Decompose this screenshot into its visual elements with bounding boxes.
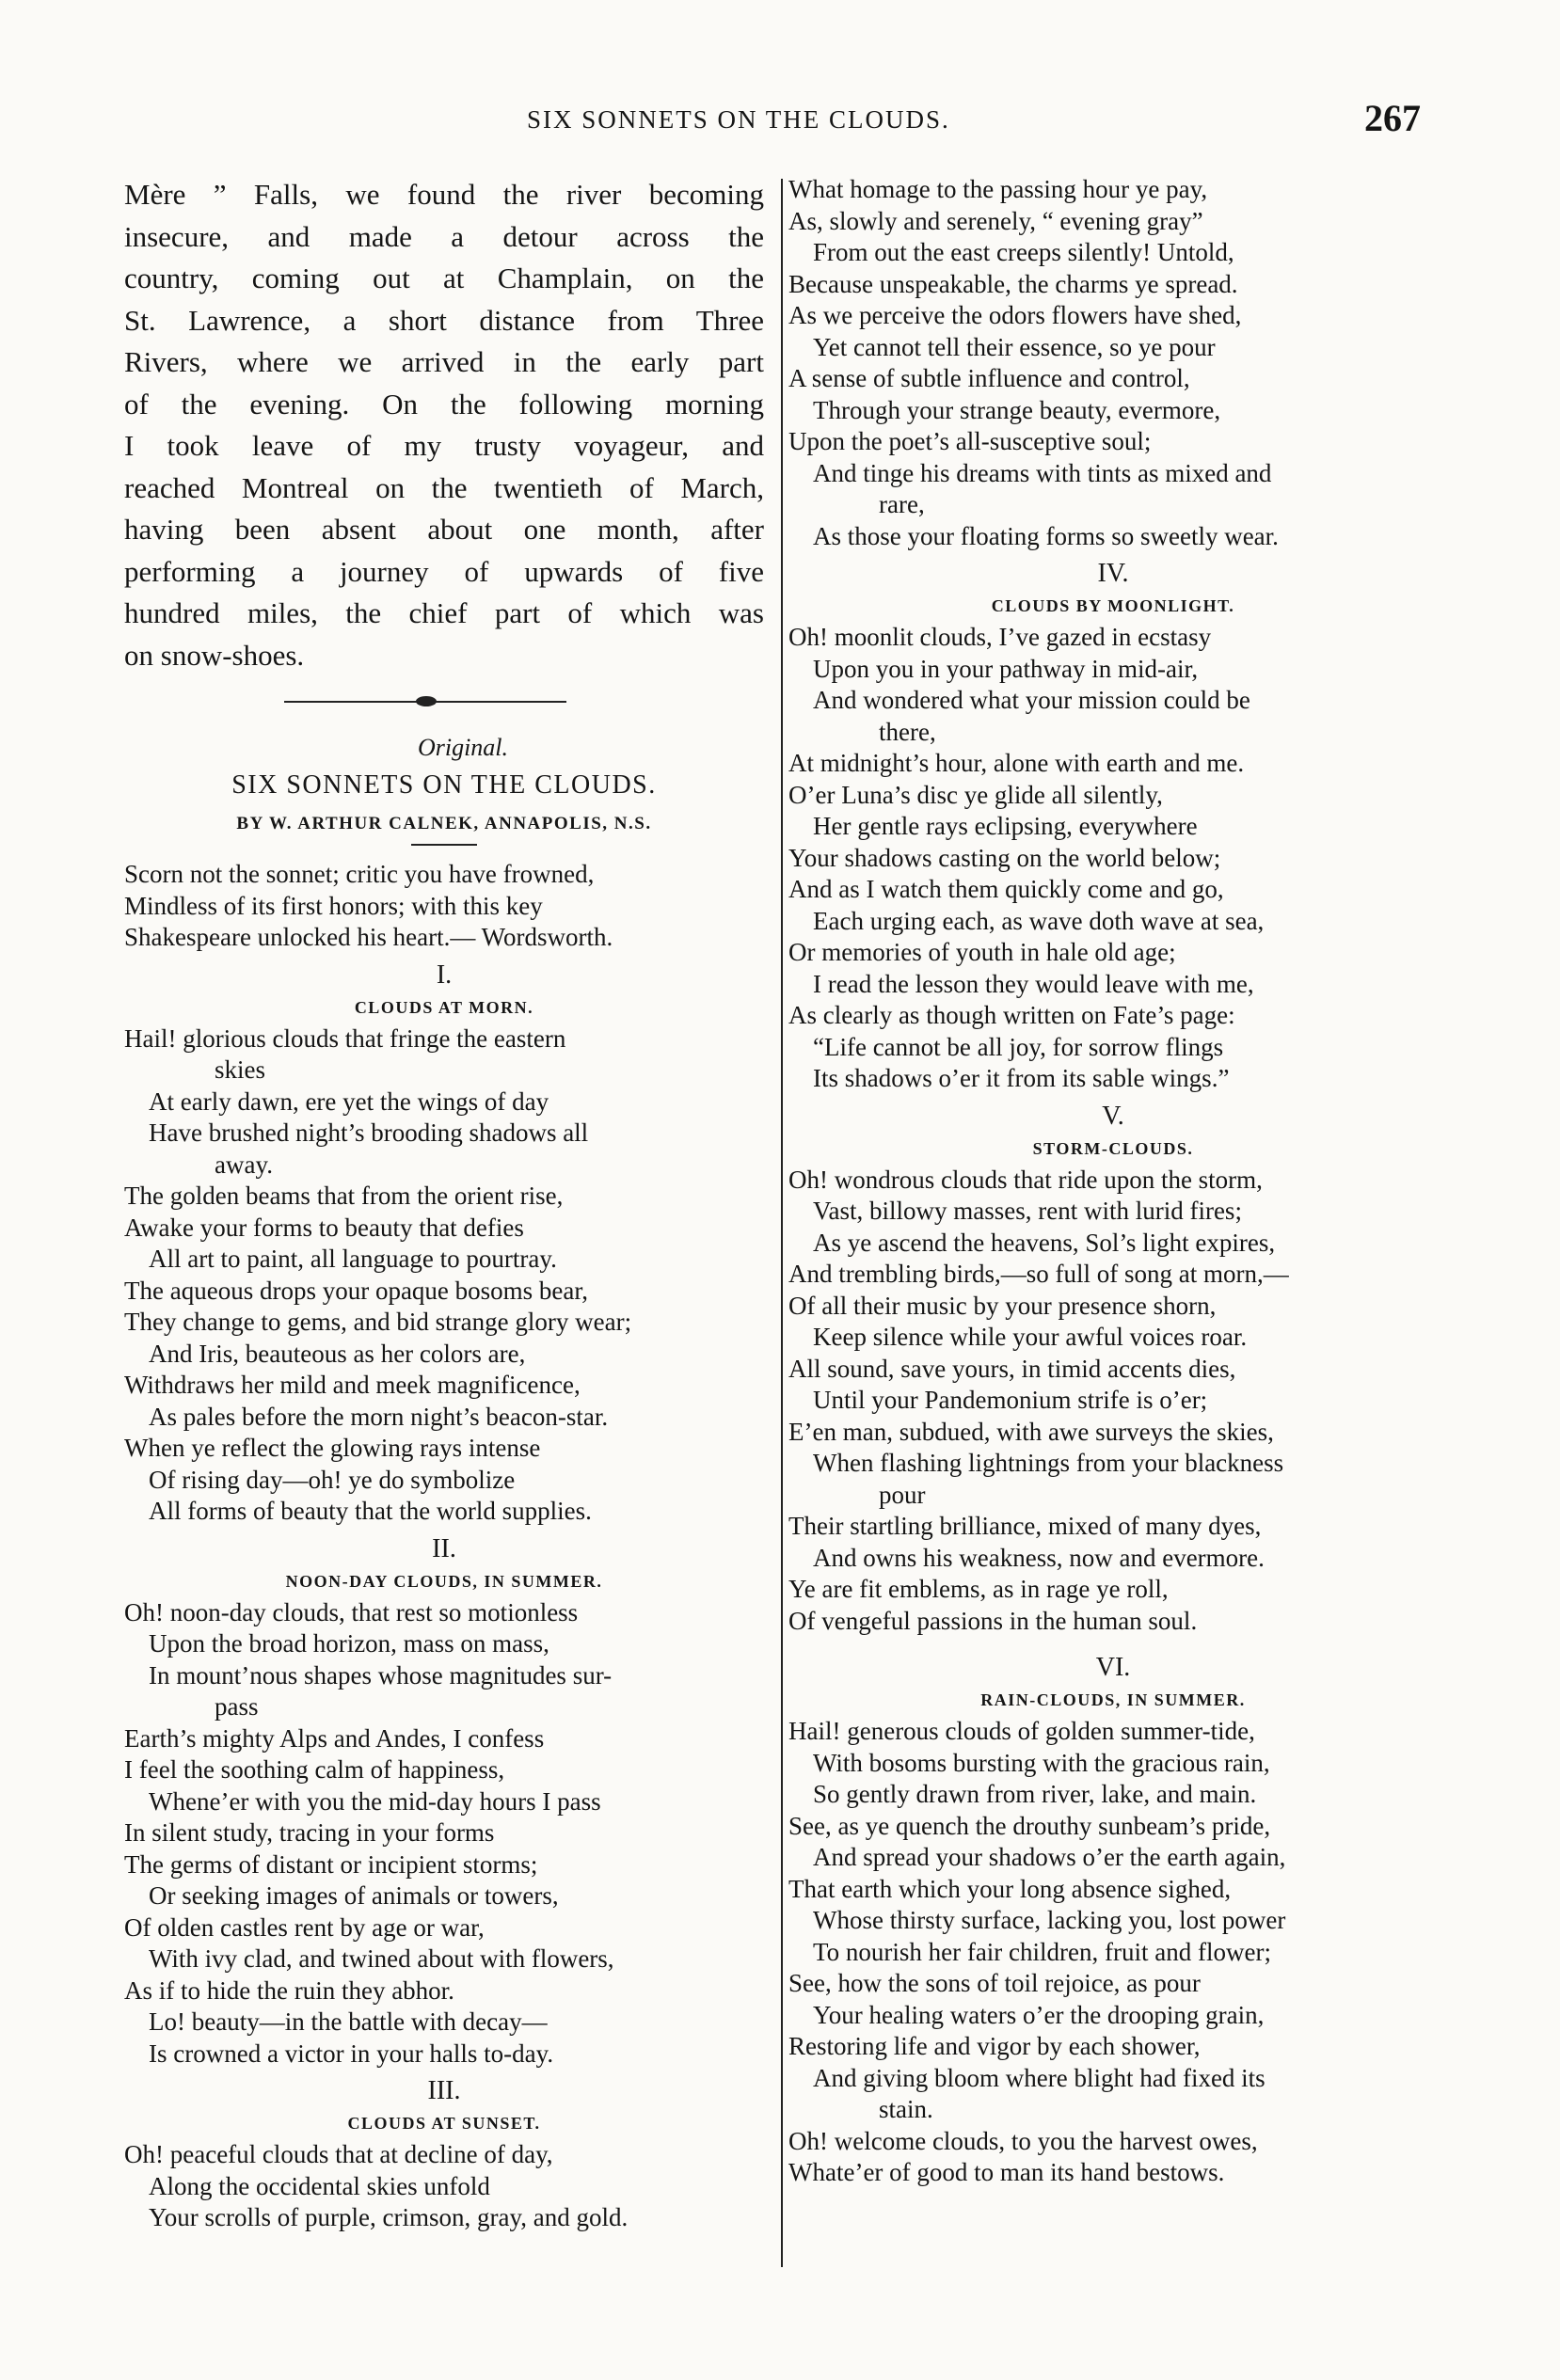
epigraph-line: Scorn not the sonnet; critic you have frowned, — [124, 860, 595, 888]
column-rule — [781, 179, 783, 2267]
sonnet-subtitle: STORM-CLOUDS. — [1032, 1138, 1194, 1158]
poem-line: As pales before the morn night’s beacon-star. — [149, 1402, 609, 1431]
poem-line: Of vengeful passions in the human soul. — [788, 1606, 1198, 1635]
prose-line: Mère ” Falls, we found the river becoming — [124, 178, 764, 211]
poem-line: Your shadows casting on the world below; — [788, 843, 1221, 872]
poem-line: Withdraws her mild and meek magnificence, — [124, 1371, 581, 1399]
poem-line: And Iris, beauteous as her colors are, — [149, 1339, 526, 1368]
poem-line: Lo! beauty—in the battle with decay— — [149, 2007, 548, 2036]
sonnet-subtitle: CLOUDS BY MOONLIGHT. — [991, 596, 1235, 615]
original-label: Original. — [417, 734, 509, 761]
poem-line: Awake your forms to beauty that defies — [124, 1213, 524, 1242]
poem-line: And owns his weakness, now and evermore. — [813, 1543, 1265, 1572]
poem-line: Upon the broad horizon, mass on mass, — [149, 1629, 549, 1658]
article-title: SIX SONNETS ON THE CLOUDS. — [231, 770, 657, 800]
poem-line: As ye ascend the heavens, Sol’s light expires, — [813, 1228, 1276, 1257]
poem-line: And as I watch them quickly come and go, — [788, 875, 1224, 903]
poem-line: And giving bloom where blight had fixed its — [813, 2063, 1266, 2092]
poem-line: From out the east creeps silently! Untold, — [813, 238, 1234, 266]
poem-line: Until your Pandemonium strife is o’er; — [813, 1386, 1208, 1414]
poem-line: In silent study, tracing in your forms — [124, 1818, 495, 1847]
poem-line: What homage to the passing hour ye pay, — [788, 175, 1208, 203]
spacer — [788, 1637, 1438, 1646]
poem-line: And tinge his dreams with tints as mixed and — [813, 458, 1272, 487]
poem-line: Oh! moonlit clouds, I’ve gazed in ecstasy — [788, 623, 1212, 651]
poem-line: With ivy clad, and twined about with flowers, — [149, 1944, 614, 1973]
byline-rule — [411, 844, 477, 846]
prose-paragraph — [124, 174, 764, 676]
poem-line: Oh! peaceful clouds that at decline of day, — [124, 2140, 553, 2168]
poem-line: Her gentle rays eclipsing, everywhere — [813, 812, 1198, 840]
poem-line: They change to gems, and bid strange glory wear; — [124, 1308, 632, 1336]
page-number: 267 — [1364, 97, 1421, 139]
prose-line: on snow-shoes. — [124, 638, 305, 672]
prose-line: country, coming out at Champlain, on the — [124, 262, 764, 294]
prose-line: Rivers, where we arrived in the early part — [124, 345, 764, 378]
sonnet-numeral: IV. — [1097, 559, 1129, 588]
prose-line: performing a journey of upwards of five — [124, 554, 764, 588]
poem-line: Have brushed night’s brooding shadows all — [149, 1119, 589, 1147]
poem-line: Hail! generous clouds of golden summer-tide, — [788, 1717, 1255, 1745]
poem-line: Ye are fit emblems, as in rage ye roll, — [788, 1575, 1169, 1603]
poem-line: See, as ye quench the drouthy sunbeam’s pride, — [788, 1811, 1271, 1840]
poem-line: All art to paint, all language to pourtray. — [149, 1245, 557, 1273]
poem-line: Yet cannot tell their essence, so ye pour — [813, 332, 1216, 361]
poem-line: away. — [215, 1150, 273, 1179]
poem-line: The germs of distant or incipient storms; — [124, 1849, 538, 1879]
sonnet-3-part-1 — [124, 2139, 764, 2234]
poem-line: Of all their music by your presence shorn, — [788, 1291, 1217, 1320]
prose-line: hundred miles, the chief part of which was — [124, 596, 764, 629]
poem-line: And spread your shadows o’er the earth again, — [813, 1843, 1286, 1871]
poem-line: That earth which your long absence sighed, — [788, 1874, 1232, 1903]
poem-line: Upon the poet’s all-susceptive soul; — [788, 427, 1152, 455]
poem-line: O’er Luna’s disc ye glide all silently, — [788, 780, 1163, 809]
sonnet-subtitle: NOON-DAY CLOUDS, IN SUMMER. — [285, 1571, 603, 1591]
poem-line: Is crowned a victor in your halls to-day. — [149, 2039, 554, 2068]
poem-line: I read the lesson they would leave with me, — [813, 969, 1254, 998]
poem-line: See, how the sons of toil rejoice, as pour — [788, 1969, 1201, 1997]
poem-line: As clearly as though written on Fate’s page: — [788, 1001, 1235, 1029]
sonnet-numeral: VI. — [1095, 1653, 1131, 1682]
poem-line: Whate’er of good to man its hand bestows. — [788, 2158, 1225, 2186]
poem-line: E’en man, subdued, with awe surveys the skies, — [788, 1417, 1274, 1446]
poem-line: As those your floating forms so sweetly wear. — [813, 521, 1279, 550]
poem-line: Your scrolls of purple, crimson, gray, and gold. — [149, 2203, 629, 2231]
poem-line: rare, — [879, 490, 925, 518]
poem-line: The aqueous drops your opaque bosoms bear, — [124, 1276, 589, 1305]
sonnet-4 — [788, 622, 1438, 1095]
poem-line: Keep silence while your awful voices roar. — [813, 1323, 1248, 1351]
poem-line: Upon you in your pathway in mid-air, — [813, 654, 1199, 683]
poem-line: A sense of subtle influence and control, — [788, 364, 1190, 392]
poem-line: Restoring life and vigor by each shower, — [788, 2032, 1201, 2060]
poem-line: Or memories of youth in hale old age; — [788, 938, 1176, 966]
poem-line: As we perceive the odors flowers have shed, — [788, 301, 1242, 329]
poem-line: Your healing waters o’er the drooping grain, — [813, 2000, 1265, 2029]
running-head — [0, 97, 1560, 147]
poem-line: “Life cannot be all joy, for sorrow flings — [813, 1032, 1224, 1061]
prose-line: insecure, and made a detour across the — [124, 219, 764, 253]
section-divider — [124, 676, 764, 731]
poem-line: Vast, billowy masses, rent with lurid fires; — [813, 1197, 1242, 1225]
poem-line: When ye reflect the glowing rays intense — [124, 1434, 541, 1462]
poem-line: Of olden castles rent by age or war, — [124, 1912, 485, 1942]
poem-line: Along the occidental skies unfold — [149, 2171, 490, 2200]
poem-line: And trembling birds,—so full of song at morn,— — [788, 1260, 1289, 1288]
poem-line: All sound, save yours, in timid accents dies, — [788, 1354, 1236, 1383]
poem-line: So gently drawn from river, lake, and main. — [813, 1780, 1257, 1808]
poem-line: Its shadows o’er it from its sable wings.” — [813, 1064, 1230, 1092]
prose-line: of the evening. On the following morning — [124, 387, 764, 420]
prose-line: reached Montreal on the twentieth of March, — [124, 470, 764, 504]
sonnet-6 — [788, 1716, 1438, 2189]
poem-line: Whose thirsty surface, lacking you, lost power — [813, 1906, 1286, 1934]
poem-line: When flashing lightnings from your blackness — [813, 1449, 1284, 1477]
sonnet-2 — [124, 1597, 764, 2071]
poem-line: Whene’er with you the mid-day hours I pass — [149, 1786, 601, 1816]
sonnet-subtitle: RAIN-CLOUDS, IN SUMMER. — [980, 1690, 1246, 1709]
sonnet-3-part-2 — [788, 174, 1438, 552]
sonnet-5 — [788, 1165, 1438, 1638]
poem-line: Oh! wondrous clouds that ride upon the storm, — [788, 1165, 1263, 1194]
sonnet-numeral: V. — [1102, 1101, 1124, 1131]
poem-line: At early dawn, ere yet the wings of day — [149, 1087, 549, 1116]
poem-line: Their startling brilliance, mixed of many dyes, — [788, 1512, 1262, 1540]
epigraph-line: Mindless of its first honors; with this key — [124, 891, 543, 920]
poem-line: I feel the soothing calm of happiness, — [124, 1755, 505, 1784]
running-title: SIX SONNETS ON THE CLOUDS. — [527, 105, 950, 134]
poem-line: With bosoms bursting with the gracious rain, — [813, 1748, 1270, 1777]
sonnet-1 — [124, 1023, 764, 1528]
sonnet-numeral: I. — [436, 960, 453, 990]
sonnet-subtitle: CLOUDS AT SUNSET. — [347, 2114, 541, 2133]
poem-line: As if to hide the ruin they abhor. — [124, 1975, 454, 2005]
sonnet-numeral: III. — [427, 2076, 461, 2105]
poem-line: Because unspeakable, the charms ye spread. — [788, 269, 1238, 298]
right-column — [788, 174, 1438, 2189]
prose-line: having been absent about one month, after — [124, 513, 764, 546]
poem-line: Of rising day—oh! ye do symbolize — [149, 1465, 516, 1494]
poem-line: And wondered what your mission could be — [813, 686, 1250, 714]
poem-line: Hail! glorious clouds that fringe the eastern — [124, 1023, 566, 1053]
divider-ornament — [416, 696, 437, 706]
poem-line: there, — [879, 717, 936, 746]
poem-line: pass — [215, 1692, 259, 1721]
epigraph-line: Shakespeare unlocked his heart.— Wordsworth. — [124, 923, 613, 951]
left-column — [124, 174, 764, 2234]
poem-line: In mount’nous shapes whose magnitudes sur- — [149, 1660, 613, 1690]
poem-line: Oh! welcome clouds, to you the harvest owes, — [788, 2126, 1258, 2155]
poem-line: As, slowly and serenely, “ evening gray” — [788, 206, 1203, 235]
poem-line: Each urging each, as wave doth wave at sea, — [813, 906, 1265, 935]
sonnet-numeral: II. — [432, 1533, 456, 1563]
poem-line: skies — [215, 1055, 265, 1084]
poem-line: Earth’s mighty Alps and Andes, I confess — [124, 1723, 545, 1753]
poem-line: stain. — [879, 2095, 933, 2123]
poem-line: Or seeking images of animals or towers, — [149, 1881, 559, 1910]
epigraph — [124, 859, 764, 954]
poem-line: To nourish her fair children, fruit and flower; — [813, 1937, 1271, 1966]
poem-line: pour — [879, 1480, 926, 1509]
poem-line: At midnight’s hour, alone with earth and me. — [788, 749, 1245, 777]
poem-line: Oh! noon-day clouds, that rest so motionless — [124, 1597, 579, 1626]
sonnet-subtitle: CLOUDS AT MORN. — [354, 997, 534, 1017]
poem-line: All forms of beauty that the world supplies. — [149, 1497, 592, 1525]
prose-line: St. Lawrence, a short distance from Three — [124, 303, 764, 337]
poem-line: Through your strange beauty, evermore, — [813, 395, 1221, 424]
prose-line: I took leave of my trusty voyageur, and — [124, 429, 764, 462]
poem-line: The golden beams that from the orient rise, — [124, 1182, 564, 1210]
article-byline: BY W. ARTHUR CALNEK, ANNAPOLIS, N.S. — [236, 814, 652, 833]
